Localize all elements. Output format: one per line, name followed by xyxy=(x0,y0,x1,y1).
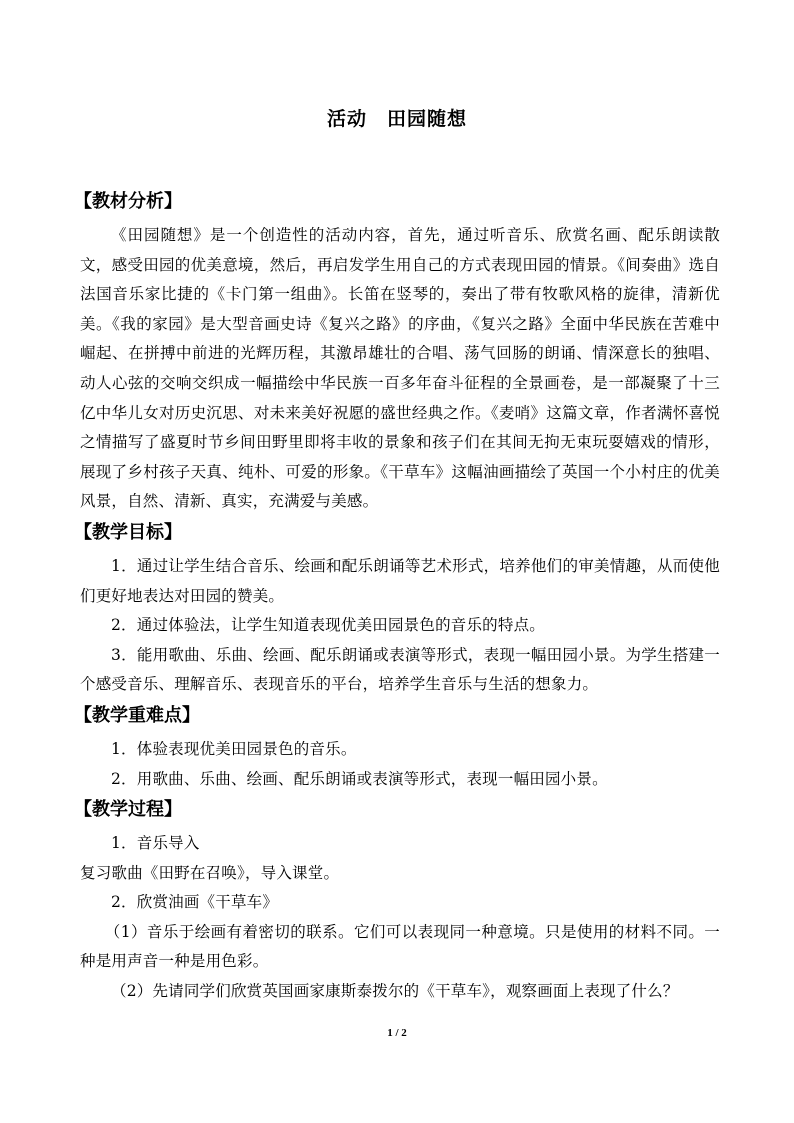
section-heading: 【教学过程】 xyxy=(74,799,182,821)
paragraph: 2．通过体验法，让学生知道表现优美田园景色的音乐的特点。 xyxy=(111,616,545,635)
paragraph: 2．欣赏油画《干草车》 xyxy=(111,893,279,912)
paragraph: 1．体验表现优美田园景色的音乐。 xyxy=(111,739,357,758)
document-body xyxy=(74,186,720,1007)
section-teaching-process xyxy=(74,794,720,1007)
section-key-difficulties xyxy=(74,700,720,794)
paragraph: 1．通过让学生结合音乐、绘画和配乐朗诵等艺术形式，培养他们的审美情趣，从而使他们更好地表达对田园的赞美。 xyxy=(80,556,720,605)
section-heading: 【教材分析】 xyxy=(74,191,182,212)
section-teaching-goals xyxy=(74,517,720,700)
paragraph: 2．用歌曲、乐曲、绘画、配乐朗诵或表演等形式，表现一幅田园小景。 xyxy=(111,769,608,788)
page-number: 1 / 2 xyxy=(387,1027,407,1039)
document-title: 活动 田园随想 xyxy=(326,108,467,130)
section-heading: 【教学重难点】 xyxy=(74,704,200,726)
paragraph: 复习歌曲《田野在召唤》，导入课堂。 xyxy=(80,863,340,882)
paragraph: （2）先请同学们欣赏英国画家康斯泰拨尔的《干草车》，观察画面上表现了什么？ xyxy=(111,982,679,1001)
paragraph: 1．音乐导入 xyxy=(111,834,200,853)
section-heading: 【教学目标】 xyxy=(74,521,182,543)
paragraph: （1）音乐于绘画有着密切的联系。它们可以表现同一种意境。只是使用的材料不同。一种是用声音一种是用色彩。 xyxy=(80,922,720,971)
section-textbook-analysis xyxy=(74,186,720,517)
paragraph: 3．能用歌曲、乐曲、绘画、配乐朗诵或表演等形式，表现一幅田园小景。为学生搭建一个感受音乐、理解音乐、表现音乐的平台，培养学生音乐与生活的想象力。 xyxy=(80,645,720,694)
paragraph: 《田园随想》是一个创造性的活动内容，首先，通过听音乐、欣赏名画、配乐朗读散文，感受田园的优美意境，然后，再启发学生用自己的方式表现田园的情景。《间奏曲》选自法国音乐家比捷的《卡门第一组曲》。长笛在竖琴的，奏出了带有牧歌风格的旋律，清新优美。《我的家园》是大型音画史诗《复兴之路》的序曲，《复兴之路》全面中华民族在苦难中崛起、在拼搏中前进的光辉历程，其激昂雄壮的合唱、荡气回肠的朗诵、情深意长的独唱、动人心弦的交响交织成一幅描绘中华民族一百多年奋斗征程的全景画卷，是一部凝聚了十三亿中华儿女对历史沉思、对未来美好祝愿的盛世经典之作。《麦哨》这篇文章，作者满怀喜悦之情描写了盛夏时节乡间田野里即将丰收的景象和孩子们在其间无拘无束玩耍嬉戏的情形，展现了乡村孩子天真、纯朴、可爱的形象。《干草车》这幅油画描绘了英国一个小村庄的优美风景，自然、清新、真实，充满爱与美感。 xyxy=(80,226,720,511)
